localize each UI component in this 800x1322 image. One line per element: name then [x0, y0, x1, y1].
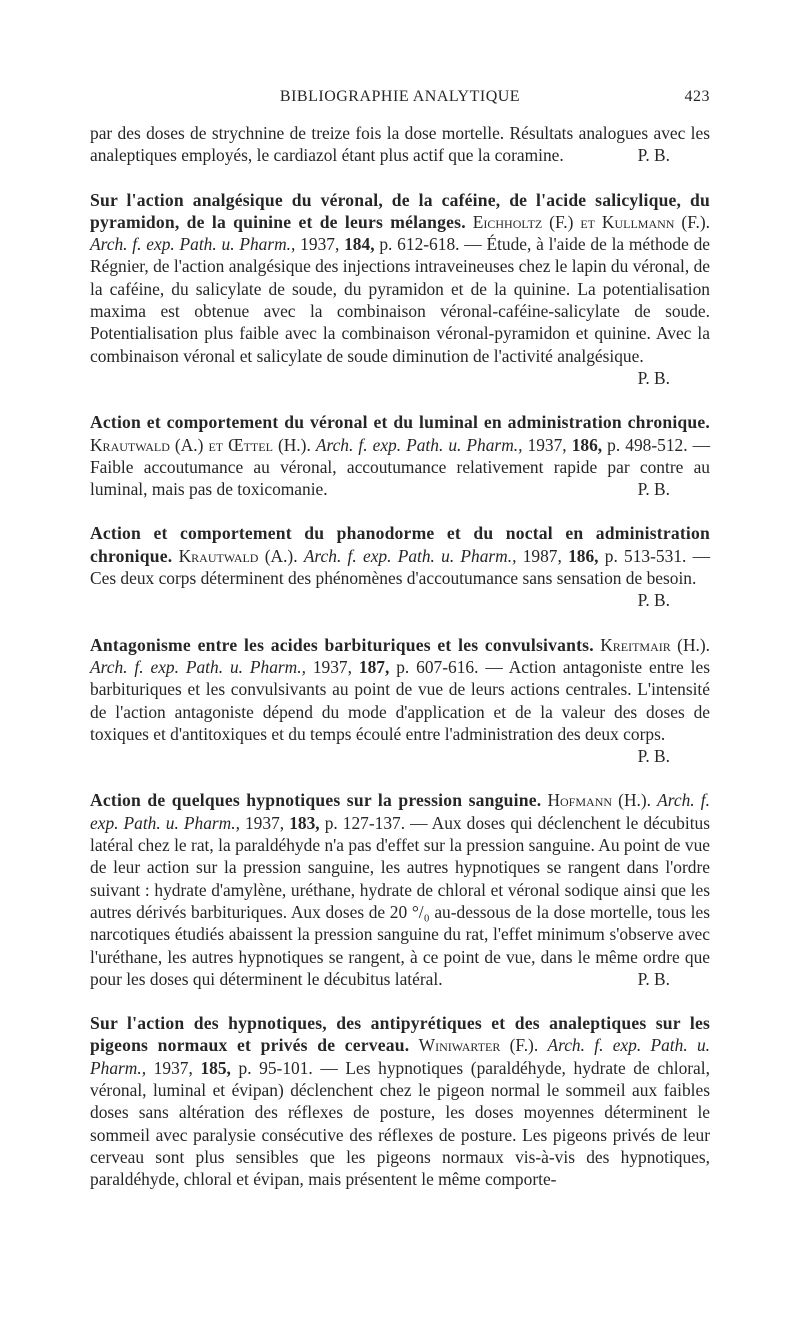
journal-name: Arch. f. exp. Path. u. Pharm.,	[90, 790, 710, 833]
reviewer-signature: P. B.	[637, 479, 670, 500]
abstract-paragraph	[90, 1012, 710, 1190]
entry-authors: Kreitmair (H.).	[600, 634, 710, 655]
entry-authors: Eichholtz (F.) et Kullmann (F.).	[472, 211, 710, 232]
publication-year: 1937,	[312, 656, 352, 677]
publication-year: 1987,	[522, 545, 562, 566]
reviewer-signature: P. B.	[637, 968, 670, 989]
abstract-paragraph	[90, 522, 710, 611]
abstract-paragraph	[90, 122, 710, 167]
page-range: p. 612-618.	[379, 234, 460, 255]
journal-name: Arch. f. exp. Path. u. Pharm.,	[303, 545, 517, 566]
entry-title: Sur l'action analgésique du véronal, de la caféine, de l'acide salicylique, du pyramidon, de la quinine et de leurs mélanges.	[90, 189, 710, 232]
journal-volume: 184,	[344, 234, 375, 255]
abstract-text: — Aux doses qui déclenchent le décubitus latéral chez le rat, la paraldéhyde n'a pas d'effet sur la pression sanguine. Au point de vue de leur action sur la pression sanguine, les autres hypnotiques se rangent dans l'ordre suivant : hydrate d'amylène, uréthane, hydrate de chloral et véronal sodique ainsi que les autres dérivés barbituriques. Aux doses de 20 °/₀ au-dessous de la dose mortelle, tous les narcotiques étudiés abaissent la pression sanguine du rat, l'effet minimum s'observe avec l'uréthane, les autres hypnotiques se rangent, à ce point de vue, dans le même ordre que pour les doses qui déterminent le décubitus latéral.	[90, 812, 710, 989]
entry-authors: Krautwald (A.).	[178, 545, 298, 566]
bibliography-entry	[90, 634, 710, 768]
journal-volume: 186,	[568, 545, 599, 566]
running-title: BIBLIOGRAPHIE ANALYTIQUE	[279, 88, 521, 105]
entry-title: Antagonisme entre les acides barbituriques et les convulsivants.	[90, 634, 594, 655]
journal-volume: 186,	[571, 434, 603, 455]
reviewer-signature: P. B.	[637, 590, 670, 611]
running-header	[90, 88, 710, 110]
publication-year: 1937,	[153, 1057, 193, 1078]
bibliography-entry	[90, 1012, 710, 1190]
bibliography-entry	[90, 411, 710, 500]
bibliography-entry	[90, 522, 710, 611]
abstract-text: — Étude, à l'aide de la méthode de Régnier, de l'action analgésique des injections intraveineuses chez le lapin du véronal, de la caféine, du salicylate de soude, du pyramidon et de la quinine. La potentialisation maxima est obtenue avec la combinaison véronal-caféine-salicylate de soude. Potentialisation plus faible avec la combinaison véronal-pyramidon et quinine. Avec la combinaison véronal et salicylate de soude diminution de l'activité analgésique.	[90, 234, 710, 366]
entry-title: Action et comportement du phanodorme et du noctal en administration chronique.	[90, 523, 710, 566]
journal-volume: 187,	[358, 656, 390, 677]
abstract-text: — Les hypnotiques (paraldéhyde, hydrate de chloral, véronal, luminal et évipan) déclenchent chez le pigeon normal le sommeil aux faibles doses sans altération des réflexes de posture, les doses moyennes déterminent le sommeil avec paralysie consécutive des réflexes de posture. Les pigeons privés de leur cerveau sont plus sensibles que les pigeons normaux vis-à-vis des hypnotiques, paraldéhyde, chloral et évipan, mais présentent le même comporte-	[90, 1057, 710, 1190]
publication-year: 1937,	[300, 234, 340, 255]
journal-name: Arch. f. exp. Path. u. Pharm.,	[90, 234, 296, 255]
journal-volume: 185,	[200, 1057, 231, 1078]
journal-name: Arch. f. exp. Path. u. Pharm.,	[90, 656, 306, 677]
page-range: p. 607-616.	[396, 656, 479, 677]
page-range: p. 498-512.	[607, 434, 688, 455]
abstract-paragraph	[90, 634, 710, 767]
entry-authors: Winiwarter (F.).	[418, 1035, 539, 1056]
publication-year: 1937,	[527, 434, 567, 455]
publication-year: 1937,	[244, 812, 285, 833]
page-range: p. 513-531.	[604, 545, 687, 566]
entry-authors: Krautwald (A.) et Œttel (H.).	[90, 434, 311, 455]
page-range: p. 127-137.	[324, 812, 406, 833]
abstract-text: — Faible accoutumance au véronal, accoutumance relativement rapide par contre au luminal, mais pas de toxicomanie.	[90, 434, 710, 500]
entry-title: Action de quelques hypnotiques sur la pression sanguine.	[90, 790, 542, 811]
journal-name: Arch. f. exp. Path. u. Pharm.,	[315, 434, 523, 455]
reviewer-signature: P. B.	[637, 367, 670, 388]
reviewer-signature: P. B.	[637, 145, 670, 166]
bibliography-entry	[90, 189, 710, 390]
reviewer-signature: P. B.	[637, 746, 670, 767]
entry-title: Action et comportement du véronal et du luminal en administration chronique.	[90, 412, 710, 433]
abstract-paragraph	[90, 411, 710, 500]
journal-volume: 183,	[289, 812, 320, 833]
abstract-paragraph	[90, 189, 710, 388]
page-number: 423	[684, 88, 710, 105]
abstract-text: — Ces deux corps déterminent des phénomènes d'accoutumance sans sensation de besoin.	[90, 545, 710, 589]
entry-title: Sur l'action des hypnotiques, des antipyrétiques et des analeptiques sur les pigeons normaux et privés de cerveau.	[90, 1013, 710, 1056]
page-range: p. 95-101.	[238, 1057, 313, 1078]
abstract-text: par des doses de strychnine de treize fois la dose mortelle. Résultats analogues avec les analeptiques employés, le cardiazol étant plus actif que la coramine.	[90, 123, 710, 166]
abstract-text: — Action antagoniste entre les barbituriques et les convulsivants au point de vue de leurs actions centrales. L'intensité de l'action antagoniste dépend du mode d'application et de la valeur des doses de toxiques et d'antitoxiques et du temps écoulé entre l'administration des deux corps.	[90, 656, 710, 744]
bibliography-entry	[90, 789, 710, 990]
abstract-paragraph	[90, 789, 710, 990]
entry-authors: Hofmann (H.).	[547, 790, 651, 811]
bibliography-body	[90, 122, 710, 1212]
bibliography-entry	[90, 122, 710, 167]
journal-name: Arch. f. exp. Path. u. Pharm.,	[90, 1035, 710, 1078]
